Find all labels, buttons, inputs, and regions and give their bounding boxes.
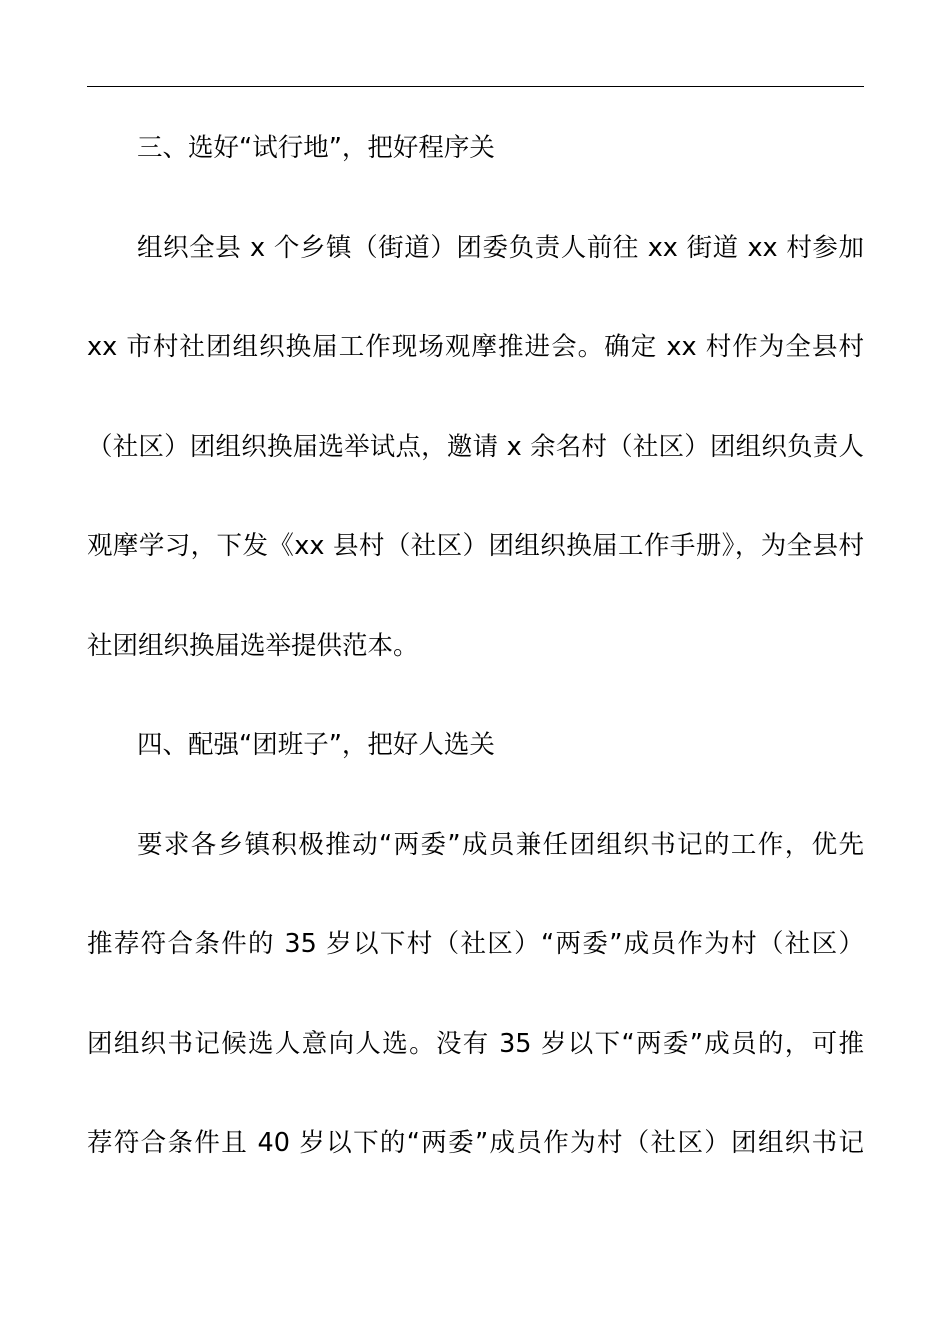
header-rule xyxy=(87,86,864,87)
paragraph-line: 推荐符合条件的 35 岁以下村（社区）“两委”成员作为村（社区） xyxy=(87,929,864,959)
paragraph-line: 组织全县 x 个乡镇（街道）团委负责人前往 xx 街道 xx 村参加 xyxy=(137,232,864,263)
paragraph-line: 要求各乡镇积极推动“两委”成员兼任团组织书记的工作，优先 xyxy=(137,829,864,860)
paragraph-line: xx 市村社团组织换届工作现场观摩推进会。确定 xx 村作为全县村 xyxy=(87,332,864,362)
document-body xyxy=(87,128,864,1223)
paragraph-line: 荐符合条件且 40 岁以下的“两委”成员作为村（社区）团组织书记 xyxy=(87,1128,864,1158)
paragraph-line: 团组织书记候选人意向人选。没有 35 岁以下“两委”成员的，可推 xyxy=(87,1028,864,1059)
paragraph-line: （社区）团组织换届选举试点，邀请 x 余名村（社区）团组织负责人 xyxy=(87,431,864,462)
section-heading-3: 三、选好“试行地”，把好程序关 xyxy=(137,133,495,163)
paragraph-line: 观摩学习，下发《xx 县村（社区）团组织换届工作手册》，为全县村 xyxy=(87,531,864,561)
section-heading-4: 四、配强“团班子”，把好人选关 xyxy=(137,730,495,760)
paragraph-line: 社团组织换届选举提供范本。 xyxy=(87,630,419,661)
